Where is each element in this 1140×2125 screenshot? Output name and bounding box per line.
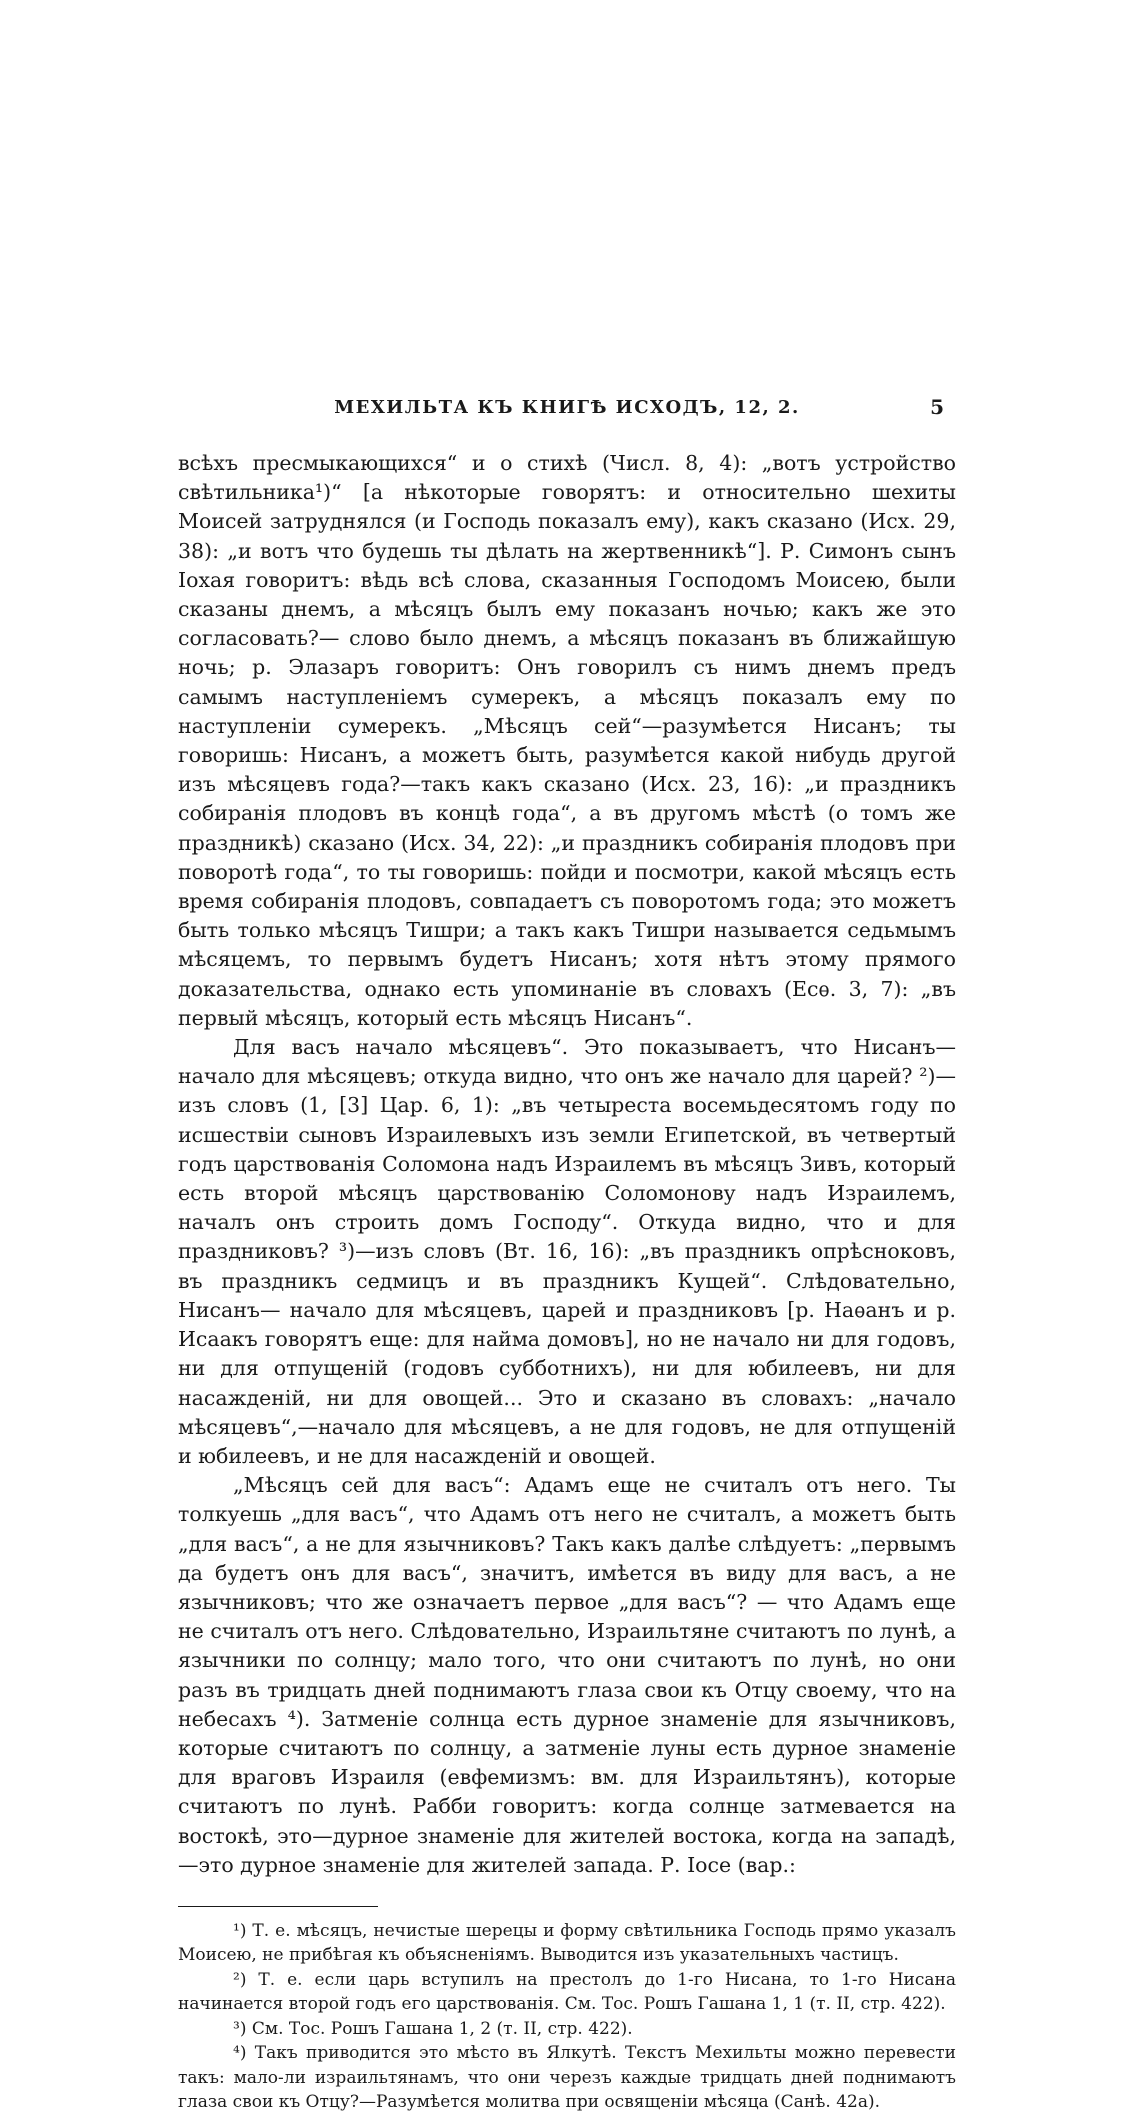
running-header xyxy=(178,395,956,429)
running-title: МЕХИЛЬТА КЪ КНИГѢ ИСХОДЪ, 12, 2. xyxy=(334,397,800,418)
main-text xyxy=(178,449,956,1880)
page-number: 5 xyxy=(930,395,944,419)
footnote: ⁴) Такъ приводится это мѣсто въ Ялкутѣ. Текстъ Мехильты можно перевести такъ: мало-ли израильтянамъ, что они черезъ каждые тридцать дней поднимаютъ глаза свои къ Отцу?—Разумѣется молитва при освященiи мѣсяца (Санѣ. 42а). xyxy=(178,2043,956,2113)
book-page xyxy=(178,395,956,2115)
footnote: ³) См. Тос. Рошъ Гашана 1, 2 (т. II, стр. 422). xyxy=(233,2018,633,2039)
footnotes xyxy=(178,1919,956,2115)
paragraph: „Мѣсяцъ сей для васъ“: Адамъ еще не считалъ отъ него. Ты толкуешь „для васъ“, что Адамъ отъ него не считалъ, а можетъ быть „для васъ“, а не для язычниковъ? Такъ какъ далѣе слѣдуетъ: „первымъ да будетъ онъ для васъ“, значитъ, имѣется въ виду для васъ, а не язычниковъ; что же означаетъ первое „для васъ“? — что Адамъ еще не считалъ отъ него. Слѣдовательно, Израильтяне считаютъ по лунѣ, а язычники по солнцу; мало того, что они считаютъ по лунѣ, но они разъ въ тридцать дней поднимаютъ глаза свои къ Отцу своему, что на небесахъ ⁴). Затменiе солнца есть дурное знаменiе для язычниковъ, которые считаютъ по солнцу, а затменiе луны есть дурное знаменiе для враговъ Израиля (евфемизмъ: вм. для Израильтянъ), которые считаютъ по лунѣ. Рабби говоритъ: когда солнце затмевается на востокѣ, это—дурное знаменiе для жителей востока, когда на западѣ,—это дурное знаменiе для жителей запада. Р. Iосе (вар.: xyxy=(178,1473,956,1877)
paragraph: всѣхъ пресмыкающихся“ и о стихѣ (Числ. 8, 4): „вотъ устройство свѣтильника¹)“ [а нѣкоторые говорятъ: и относительно шехиты Моисей затруднялся (и Господь показалъ ему), какъ сказано (Исх. 29, 38): „и вотъ что будешь ты дѣлать на жертвенникѣ“]. Р. Симонъ сынъ Iохая говоритъ: вѣдь всѣ слова, сказанныя Господомъ Моисею, были сказаны днемъ, а мѣсяцъ былъ ему показанъ ночью; какъ же это согласовать?— слово было днемъ, а мѣсяцъ показанъ въ ближайшую ночь; р. Элазаръ говоритъ: Онъ говорилъ съ нимъ днемъ предъ самымъ наступленiемъ сумерекъ, а мѣсяцъ показалъ ему по наступленiи сумерекъ. „Мѣсяцъ сей“—разумѣется Нисанъ; ты говоришь: Нисанъ, а можетъ быть, разумѣется какой нибудь другой изъ мѣсяцевъ года?—такъ какъ сказано (Исх. 23, 16): „и праздникъ собиранiя плодовъ въ концѣ года“, а въ другомъ мѣстѣ (о томъ же праздникѣ) сказано (Исх. 34, 22): „и праздникъ собиранiя плодовъ при поворотѣ года“, то ты говоришь: пойди и посмотри, какой мѣсяцъ есть время собиранiя плодовъ, совпадаетъ съ поворотомъ года; это можетъ быть только мѣсяцъ Тишри; а такъ какъ Тишри называется седьмымъ мѣсяцемъ, то первымъ будетъ Нисанъ; хотя нѣтъ этому прямого доказательства, однако есть упоминанiе въ словахъ (Есѳ. 3, 7): „въ первый мѣсяцъ, который есть мѣсяцъ Нисанъ“. xyxy=(178,451,956,1030)
footnote: ²) Т. е. если царь вступилъ на престолъ до 1-го Нисана, то 1-го Нисана начинается второй годъ его царствованiя. См. Тос. Рошъ Гашана 1, 1 (т. II, стр. 422). xyxy=(178,1969,956,2015)
footnote-divider xyxy=(178,1906,378,1907)
footnote: ¹) Т. е. мѣсяцъ, нечистые шерецы и форму свѣтильника Господь прямо указалъ Моисею, не прибѣгая къ объясненiямъ. Выводится изъ указательныхъ частицъ. xyxy=(178,1920,956,1966)
paragraph: Для васъ начало мѣсяцевъ“. Это показываетъ, что Нисанъ—начало для мѣсяцевъ; откуда видно, что онъ же начало для царей? ²)—изъ словъ (1, [3] Цар. 6, 1): „въ четыреста восемьдесятомъ году по исшествiи сыновъ Израилевыхъ изъ земли Египетской, въ четвертый годъ царствованiя Соломона надъ Израилемъ въ мѣсяцъ Зивъ, который есть второй мѣсяцъ царствованiю Соломонову надъ Израилемъ, началъ онъ строить домъ Господу“. Откуда видно, что и для праздниковъ? ³)—изъ словъ (Вт. 16, 16): „въ праздникъ опрѣсноковъ, въ праздникъ седмицъ и въ праздникъ Кущей“. Слѣдовательно, Нисанъ— начало для мѣсяцевъ, царей и праздниковъ [р. Наѳанъ и р. Исаакъ говорятъ еще: для найма домовъ], но не начало ни для годовъ, ни для отпущенiй (годовъ субботнихъ), ни для юбилеевъ, ни для насажденiй, ни для овощей... Это и сказано въ словахъ: „начало мѣсяцевъ“,—начало для мѣсяцевъ, а не для годовъ, не для отпущенiй и юбилеевъ, и не для насажденiй и овощей. xyxy=(178,1035,956,1468)
